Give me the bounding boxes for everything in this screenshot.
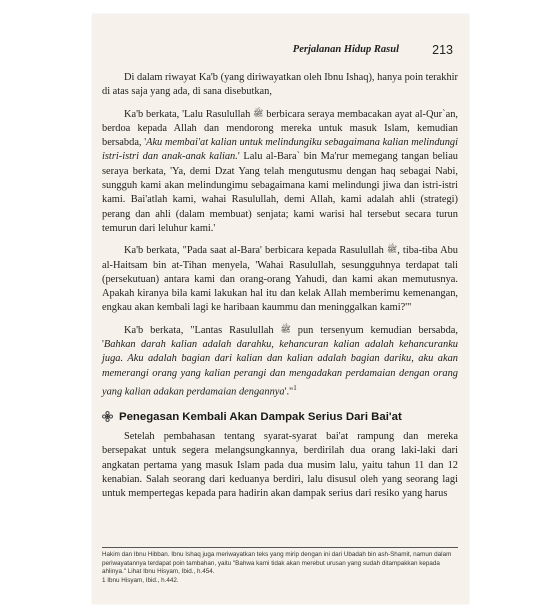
section-heading-text: Penegasan Kembali Akan Dampak Serius Dari Bai'at: [119, 410, 402, 423]
hadith-quote: Bahkan darah kalian adalah darahku, kehancuran kalian adalah kehancuranku juga. Aku adalah bagian dari kalian dan kalian adalah bagian dariku, aku akan memerangi orang yang kalian perangi dan mengadakan perdamaian dengan orang yang kalian adakan perdamaian dengannya: [102, 339, 458, 398]
running-head: [92, 44, 469, 60]
paragraph-1: Di dalam riwayat Ka'b (yang diriwayatkan oleh Ibnu Ishaq), hanya poin terakhir di atas saja yang ada, di sana disebutkan,: [102, 72, 458, 98]
running-title: Perjalanan Hidup Rasul: [292, 44, 399, 55]
paragraph-3: Ka'b berkata, "Pada saat al-Bara' berbicara kepada Rasulullah ﷺ, tiba-tiba Abu al-Haitsam bin at-Tihan menyela, 'Wahai Rasulullah, sesungguhnya terdapat tali (persekutuan) antara kami dan orang-orang Yahudi, dan kami akan memutusnya. Apakah kiranya bila kami lakukan hal itu dan kelak Allah memberimu kemenangan, engkau akan kembali lagi ke haribaan kaummu dan meninggalkan kami?'": [102, 244, 458, 314]
saw-symbol: ﷺ: [280, 323, 291, 334]
footnote-continuation: Hakim dan Ibnu Hibban. Ibnu Ishaq juga meriwayatkan teks yang mirip dengan ini dari Ubadah bin ash-Shamit, namun dalam periwayatannya terdapat poin tambahan, yaitu "Bahwa kami tidak akan merebut urusan yang sudah ditampakkan kepada ahlinya." Lihat Ibnu Hisyam, Ibid., h.454.: [102, 551, 452, 576]
paragraph-4: Ka'b berkata, "Lantas Rasulullah ﷺ pun tersenyum kemudian bersabda, 'Bahkan darah kalian adalah darahku, kehancuran kalian adalah kehancuranku juga. Aku adalah bagian dari kalian dan kalian adalah bagian dariku, aku akan memerangi orang yang kalian perangi dan mengadakan perdamaian dengan orang yang kalian adakan perdamaian dengannya'."$^1$: [102, 323, 458, 398]
section-heading: [102, 410, 458, 424]
footnote-marker: 1: [293, 383, 297, 392]
body-text: [102, 71, 458, 507]
page-number: 213: [432, 43, 453, 57]
saw-symbol: ﷺ: [253, 107, 264, 118]
saw-symbol: ﷺ: [386, 244, 398, 255]
hadith-quote: Aku membai'at kalian untuk melindungiku sebagaimana kalian melindungi istri-istri dan anak-anak kalian.: [102, 137, 459, 163]
paragraph-2: Ka'b berkata, 'Lalu Rasulullah ﷺ berbicara seraya membacakan ayat al-Qur`an, berdoa kepada Allah dan mendorong mereka untuk masuk Islam, kemudian bersabda, 'Aku membai'at kalian untuk melindungiku sebagaimana kalian melindungi istri-istri dan anak-anak kalian.' Lalu al-Bara` bin Ma'rur memegang tangan beliau seraya berkata, 'Ya, demi Dzat Yang telah mengutusmu dengan haq sebagai Nabi, sungguh kami akan melindungimu sebagaimana kami melindungi jiwa dan istri-istri kami. Bai'atlah kami, wahai Rasulullah, demi Allah, kami adalah ahli (strategi) perang dan ahli (dalam membuat) senjata; kami warisi hal tersebut secara turun temurun dari leluhur kami.': [102, 107, 459, 234]
footnote-1: 1 Ibnu Hisyam, Ibid., h.442.: [102, 576, 179, 584]
flower-ornament-icon: [102, 411, 113, 422]
book-page: [92, 14, 469, 604]
footnotes: [102, 547, 458, 585]
paragraph-5: Setelah pembahasan tentang syarat-syarat bai'at rampung dan mereka bersepakat untuk segera melangsungkannya, berdirilah dua orang laki-laki dari angkatan pertama yang masuk Islam pada dua musim lalu, yaitu tahun 11 dan 12 kenabian. Salah seorang dari keduanya berdiri, lalu disusul oleh yang seorang lagi untuk mempertegas kepada para hadirin akan dampak serius dari resiko yang harus: [102, 431, 458, 500]
